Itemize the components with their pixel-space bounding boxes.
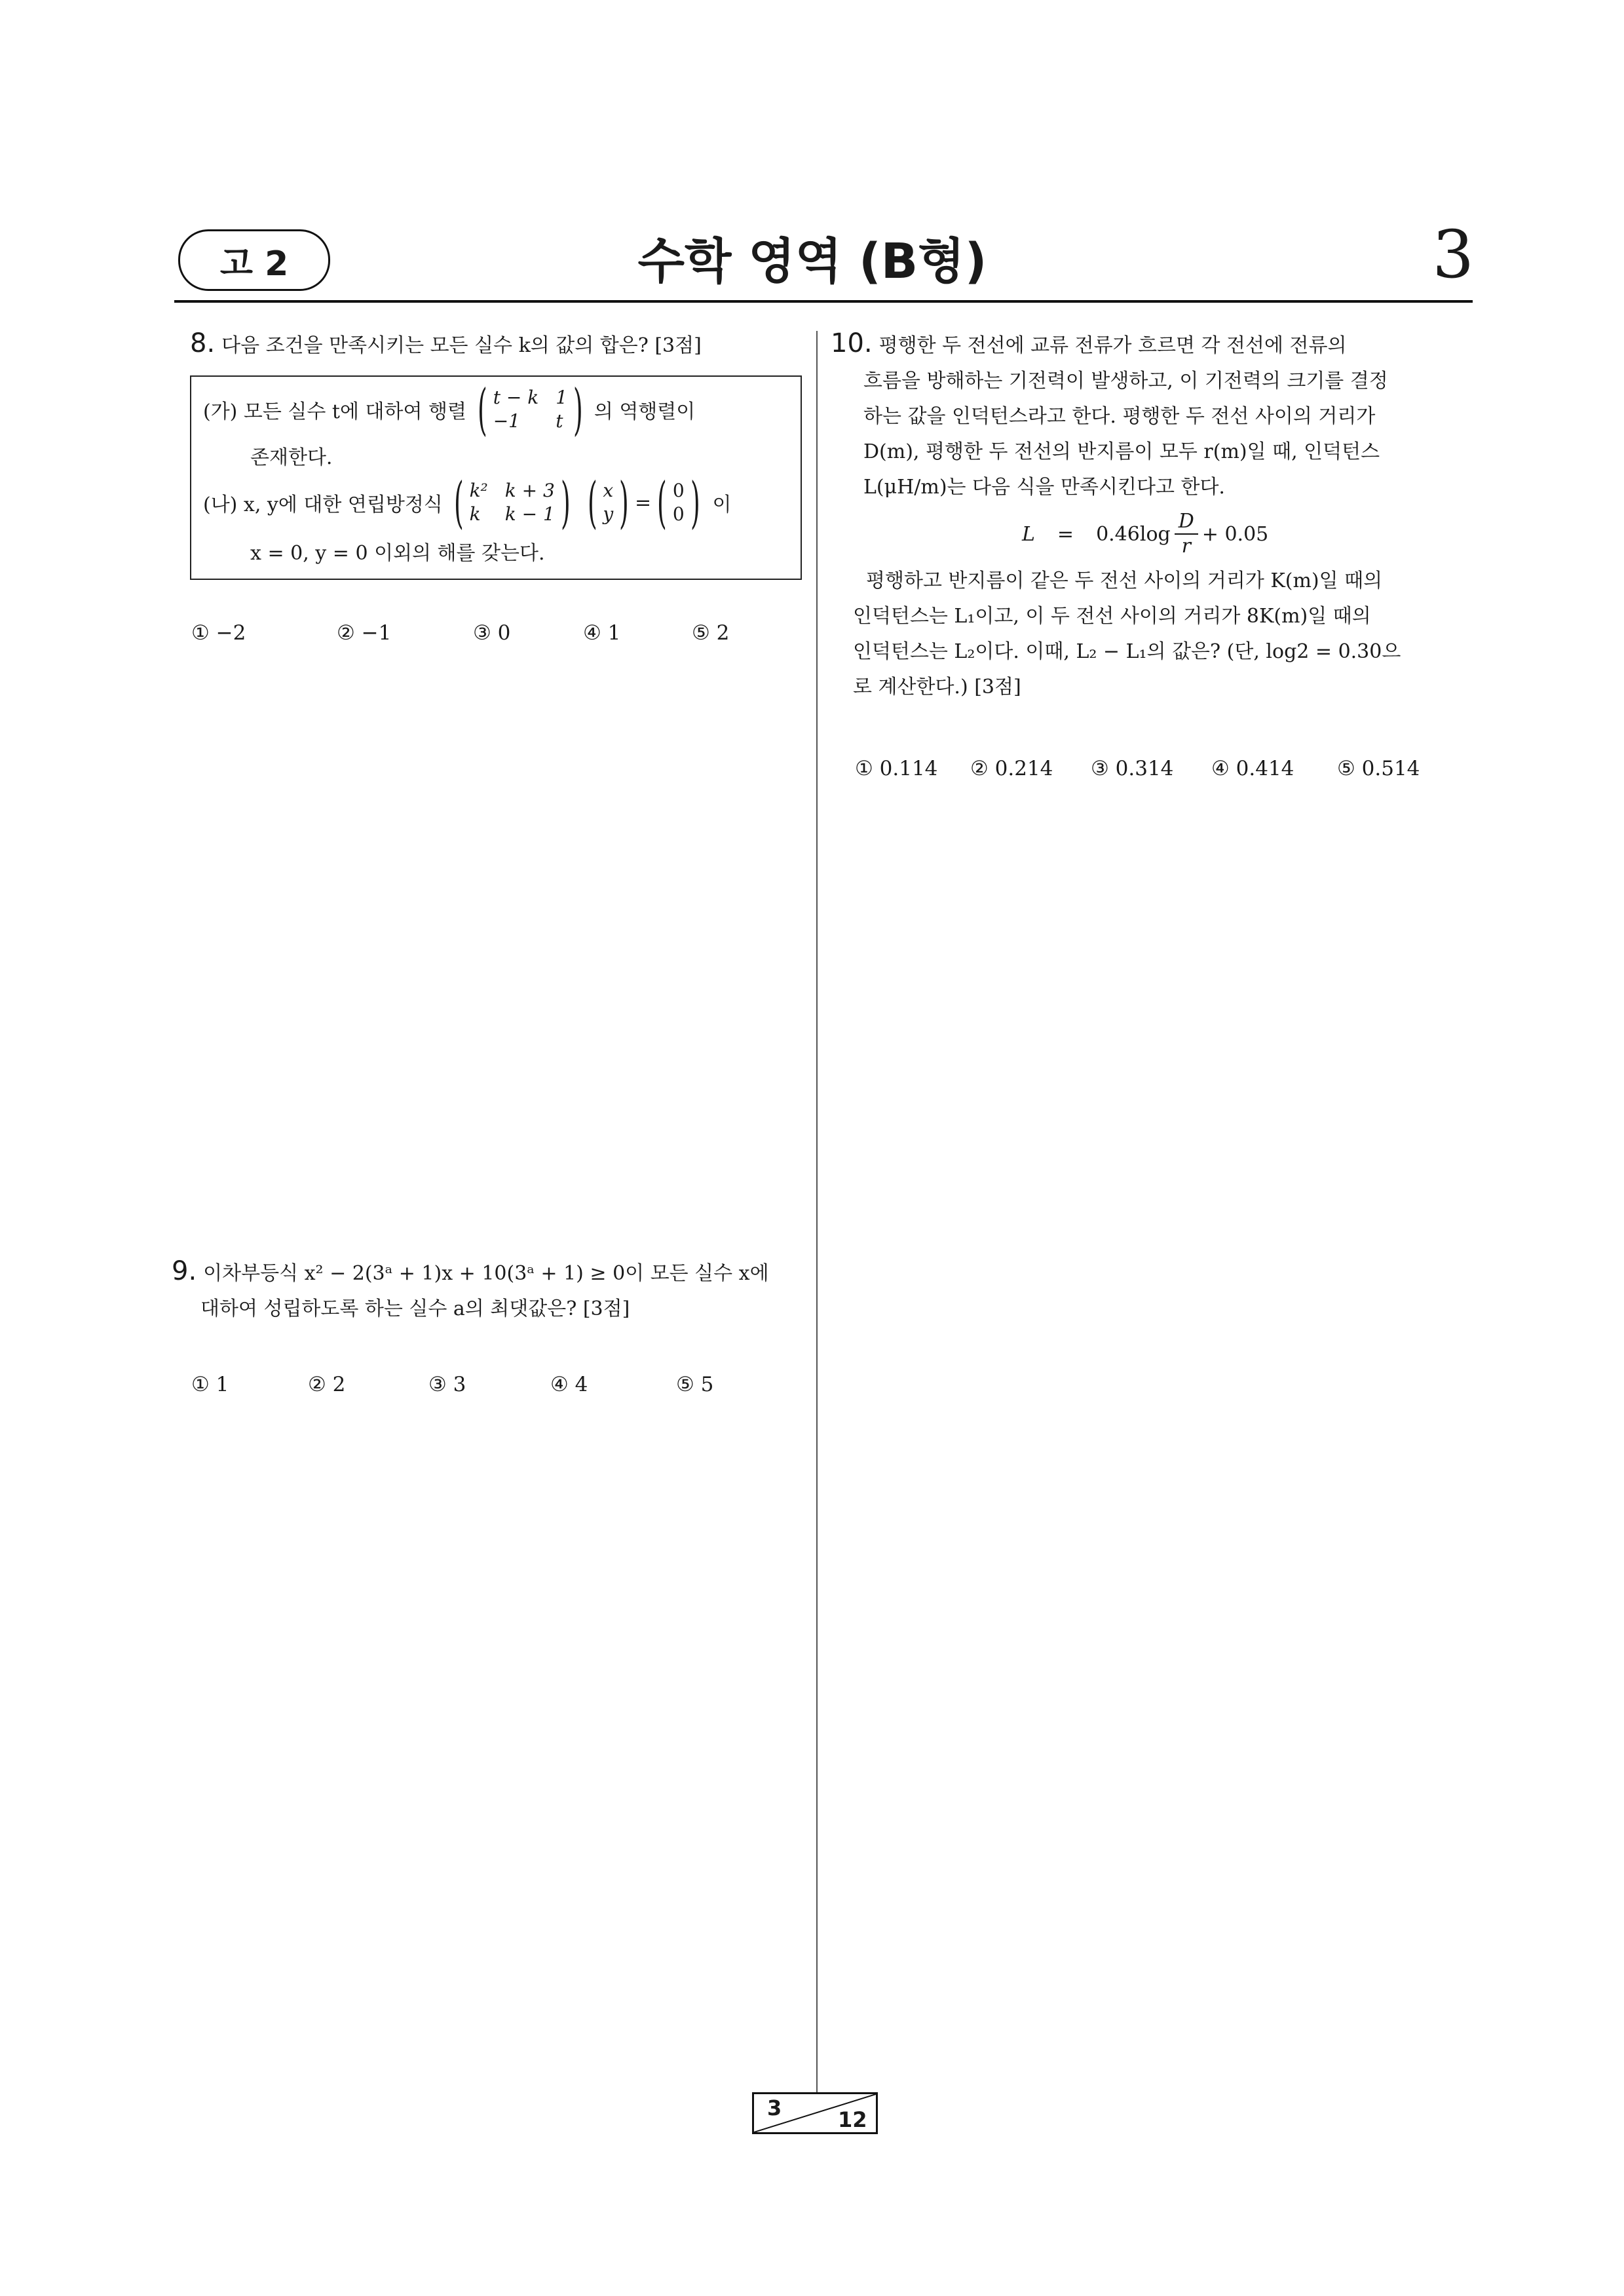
choice-4[interactable]: ④ 1 (583, 621, 621, 645)
matrix-entry: k (469, 503, 481, 525)
question-text-line: 흐름을 방해하는 기전력이 발생하고, 이 기전력의 크기를 결정 (863, 370, 1388, 392)
question-number: 8. (190, 328, 216, 358)
matrix-entry: t − k (493, 387, 539, 408)
equals-sign: = (634, 491, 652, 514)
current-page: 3 (767, 2095, 782, 2120)
condition-b-cont: x = 0, y = 0 이외의 해를 갖는다. (250, 542, 545, 565)
formula-tail: + 0.05 (1201, 522, 1269, 546)
vector-entry: y (603, 503, 614, 525)
choice-2[interactable]: ② 0.214 (970, 757, 1053, 780)
question-text-line: 하는 값을 인덕턴스라고 한다. 평행한 두 전선 사이의 거리가 (863, 405, 1376, 428)
inductance-formula (1022, 505, 1376, 564)
choice-2[interactable]: ② −1 (337, 621, 392, 645)
matrix-entry: t (556, 410, 563, 432)
condition-a (203, 377, 696, 442)
question-9 (172, 1253, 769, 1327)
condition-b-prefix: (나) x, y에 대한 연립방정식 (203, 493, 443, 516)
page-title: 수학 영역 (B형) (637, 233, 987, 290)
choice-1[interactable]: ① 0.114 (855, 757, 938, 780)
matrix-a: ( t − k 1 −1 t ) (477, 377, 583, 442)
choice-3[interactable]: ③ 3 (428, 1373, 466, 1396)
matrix-entry: k² (469, 480, 488, 501)
question-text-line2: 대하여 성립하도록 하는 실수 a의 최댓값은? [3점] (200, 1297, 630, 1320)
question-text-line: D(m), 평행한 두 전선의 반지름이 모두 r(m)일 때, 인덕턴스 (863, 440, 1380, 463)
condition-a-cont: 존재한다. (250, 446, 333, 469)
answer-choices-q10 (855, 757, 1420, 780)
choice-5[interactable]: ⑤ 0.514 (1337, 757, 1420, 780)
question-text-line1: 이차부등식 x² − 2(3ᵃ + 1)x + 10(3ᵃ + 1) ≥ 0이 모든 실수 x에 (203, 1262, 769, 1285)
formula-coefficient: 0.46log (1096, 522, 1171, 546)
question-text-line: L(μH/m)는 다음 식을 만족시킨다고 한다. (863, 476, 1225, 499)
question-text-line: 평행한 두 전선에 교류 전류가 흐르면 각 전선에 전류의 (878, 334, 1347, 357)
choice-4[interactable]: ④ 0.414 (1211, 757, 1294, 780)
vector-xy: ( x y ) (587, 470, 629, 535)
question-text-line: 인덕턴스는 L₂이다. 이때, L₂ − L₁의 값은? (단, log2 = 0.30으 (853, 640, 1401, 663)
choice-4[interactable]: ④ 4 (550, 1373, 588, 1396)
matrix-entry: k + 3 (504, 480, 555, 501)
page-counter (752, 2092, 878, 2134)
condition-a-suffix: 의 역행렬이 (594, 400, 696, 423)
choice-5[interactable]: ⑤ 5 (676, 1373, 714, 1396)
formula-lhs: L (1022, 522, 1035, 546)
total-pages: 12 (838, 2107, 867, 2132)
question-number: 9. (172, 1256, 197, 1286)
column-divider (816, 331, 818, 2094)
vector-entry: x (603, 480, 614, 501)
matrix-entry: 1 (556, 387, 568, 408)
choice-1[interactable]: ① 1 (191, 1373, 229, 1396)
formula-fraction (1175, 510, 1198, 558)
formula-equals: = (1057, 522, 1074, 546)
header-rule (174, 300, 1473, 303)
condition-a-prefix: (가) 모든 실수 t에 대하여 행렬 (203, 400, 466, 423)
matrix-entry: k − 1 (504, 503, 555, 525)
choice-2[interactable]: ② 2 (308, 1373, 346, 1396)
vector-entry: 0 (672, 480, 685, 501)
choice-1[interactable]: ① −2 (191, 621, 246, 645)
vector-entry: 0 (672, 503, 685, 525)
question-8 (190, 326, 702, 364)
answer-choices-q9 (191, 1373, 713, 1396)
choice-3[interactable]: ③ 0 (473, 621, 511, 645)
question-number: 10. (831, 328, 873, 358)
page-number: 3 (1432, 216, 1474, 293)
question-text: 다음 조건을 만족시키는 모든 실수 k의 값의 합은? [3점] (221, 334, 702, 357)
grade-badge: 고 2 (178, 229, 330, 291)
question-text-line: 로 계산한다.) [3점] (853, 676, 1021, 698)
fraction-numerator: D (1175, 510, 1198, 535)
question-10 (831, 326, 1388, 505)
condition-b (203, 470, 732, 535)
vector-zero: ( 0 0 ) (657, 470, 700, 535)
question-text-line: 인덕턴스는 L₁이고, 이 두 전선 사이의 거리가 8K(m)일 때의 (853, 605, 1371, 628)
answer-choices-q8 (191, 621, 729, 645)
matrix-entry: −1 (493, 410, 520, 432)
condition-box (190, 375, 802, 580)
fraction-denominator: r (1181, 535, 1191, 558)
choice-3[interactable]: ③ 0.314 (1091, 757, 1174, 780)
question-10-continued (853, 564, 1401, 705)
matrix-b: ( k² k + 3 k k − 1 ) (453, 470, 571, 535)
question-text-line: 평행하고 반지름이 같은 두 전선 사이의 거리가 K(m)일 때의 (866, 569, 1383, 592)
choice-5[interactable]: ⑤ 2 (692, 621, 730, 645)
condition-b-suffix: 이 (712, 493, 732, 516)
